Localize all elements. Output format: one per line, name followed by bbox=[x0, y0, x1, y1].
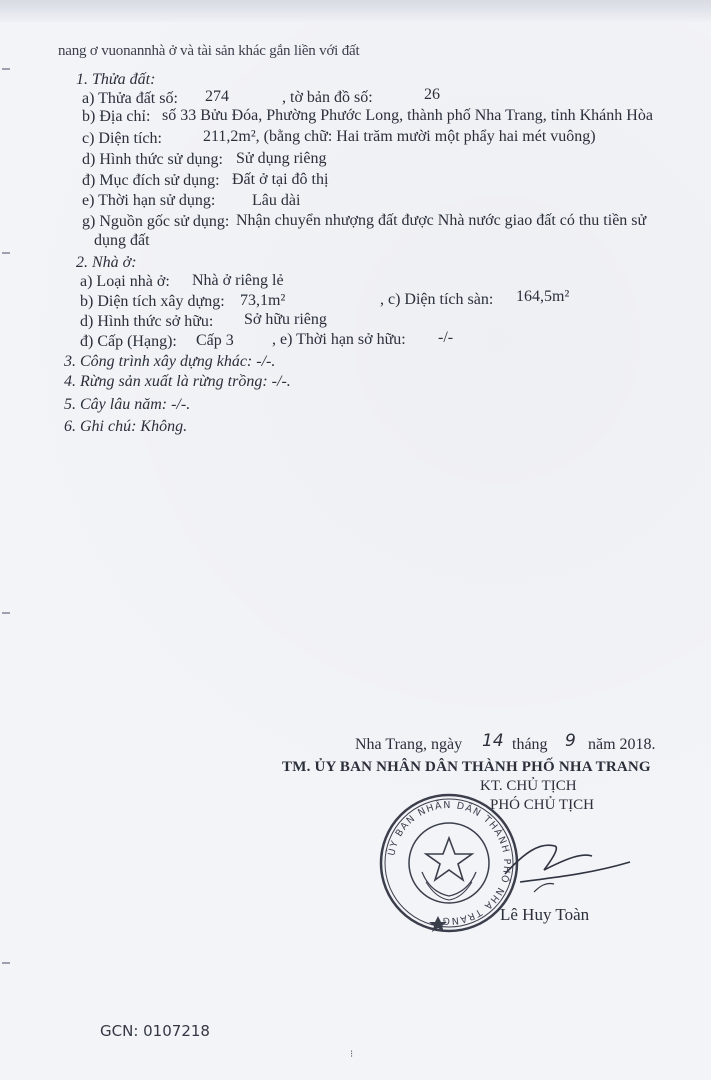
stamp-text: ỦY BAN NHÂN DÂN THÀNH PHỐ NHA TRANG bbox=[386, 799, 513, 927]
emblem-star-icon bbox=[422, 838, 476, 900]
house-a-label: a) Loại nhà ở: bbox=[80, 273, 170, 290]
land-map-label: , tờ bản đồ số: bbox=[282, 89, 373, 106]
official-stamp bbox=[378, 792, 520, 934]
house-a-value: Nhà ở riêng lẻ bbox=[192, 272, 284, 289]
land-c-label: c) Diện tích: bbox=[82, 130, 162, 147]
land-map-value: 26 bbox=[424, 86, 440, 103]
house-dd-label: đ) Cấp (Hạng): bbox=[80, 333, 177, 350]
year-label: năm 2018. bbox=[588, 736, 656, 753]
edge-mark bbox=[2, 612, 10, 614]
land-d-value: Sử dụng riêng bbox=[236, 150, 327, 167]
land-dd-label: đ) Mục đích sử dụng: bbox=[82, 172, 220, 189]
handwritten-signature bbox=[500, 822, 640, 902]
issuing-authority: TM. ỦY BAN NHÂN DÂN THÀNH PHỐ NHA TRANG bbox=[282, 759, 651, 775]
land-e-value: Lâu dài bbox=[252, 192, 301, 209]
edge-mark bbox=[2, 68, 10, 70]
land-b-value: số 33 Bửu Đóa, Phường Phước Long, thành phố Nha Trang, tỉnh Khánh Hòa bbox=[162, 107, 653, 124]
land-c-value: 211,2m², (bằng chữ: Hai trăm mười một phẩy hai mét vuông) bbox=[203, 128, 596, 145]
house-d-value: Sở hữu riêng bbox=[244, 311, 327, 328]
section-3: 3. Công trình xây dựng khác: -/-. bbox=[64, 353, 276, 370]
header-fragment: nang ơ vuonannhà ở và tài sản khác gắn liền với đất bbox=[58, 43, 360, 59]
house-e-value: -/- bbox=[438, 329, 454, 346]
signer-role-2: PHÓ CHỦ TỊCH bbox=[490, 797, 594, 813]
land-d-label: d) Hình thức sử dụng: bbox=[82, 151, 223, 168]
house-c-label: , c) Diện tích sàn: bbox=[380, 291, 494, 308]
land-dd-value: Đất ở tại đô thị bbox=[232, 171, 329, 188]
house-b-label: b) Diện tích xây dựng: bbox=[80, 293, 225, 310]
land-b-label: b) Địa chỉ: bbox=[82, 108, 151, 125]
signer-name: Lê Huy Toàn bbox=[500, 905, 590, 924]
house-b-value: 73,1m² bbox=[240, 292, 286, 309]
land-g-label: g) Nguồn gốc sử dụng: bbox=[82, 213, 230, 230]
svg-text:ỦY BAN NHÂN DÂN THÀNH PHỐ NHA bbox=[385, 799, 512, 926]
scan-mark: ⁝ bbox=[350, 1049, 354, 1060]
section-5: 5. Cây lâu năm: -/-. bbox=[64, 396, 191, 413]
edge-mark bbox=[2, 962, 10, 964]
land-g-value-1: Nhận chuyển nhượng đất được Nhà nước giao đất có thu tiền sử bbox=[236, 212, 647, 229]
date-month: 9 bbox=[565, 731, 576, 751]
edge-mark bbox=[2, 252, 10, 254]
land-heading: 1. Thửa đất: bbox=[76, 71, 156, 88]
house-c-value: 164,5m² bbox=[516, 288, 570, 305]
land-e-label: e) Thời hạn sử dụng: bbox=[82, 192, 216, 209]
land-a-label: a) Thửa đất số: bbox=[82, 90, 178, 107]
date-day: 14 bbox=[482, 731, 504, 751]
house-d-label: d) Hình thức sở hữu: bbox=[80, 313, 214, 330]
place-date-label: Nha Trang, ngày bbox=[355, 736, 463, 753]
section-6: 6. Ghi chú: Không. bbox=[64, 418, 188, 435]
house-e-label: , e) Thời hạn sở hữu: bbox=[272, 331, 406, 348]
land-g-value-2: dụng đất bbox=[94, 232, 150, 249]
signer-role-1: KT. CHỦ TỊCH bbox=[480, 778, 577, 794]
certificate-number: GCN: 0107218 bbox=[100, 1022, 210, 1040]
house-heading: 2. Nhà ở: bbox=[76, 254, 137, 271]
section-4: 4. Rừng sản xuất là rừng trồng: -/-. bbox=[64, 373, 291, 390]
month-label: tháng bbox=[512, 736, 548, 753]
document-page bbox=[0, 22, 711, 1080]
land-a-value: 274 bbox=[205, 88, 229, 105]
top-edge-bar bbox=[0, 0, 711, 23]
house-dd-value: Cấp 3 bbox=[196, 332, 234, 349]
